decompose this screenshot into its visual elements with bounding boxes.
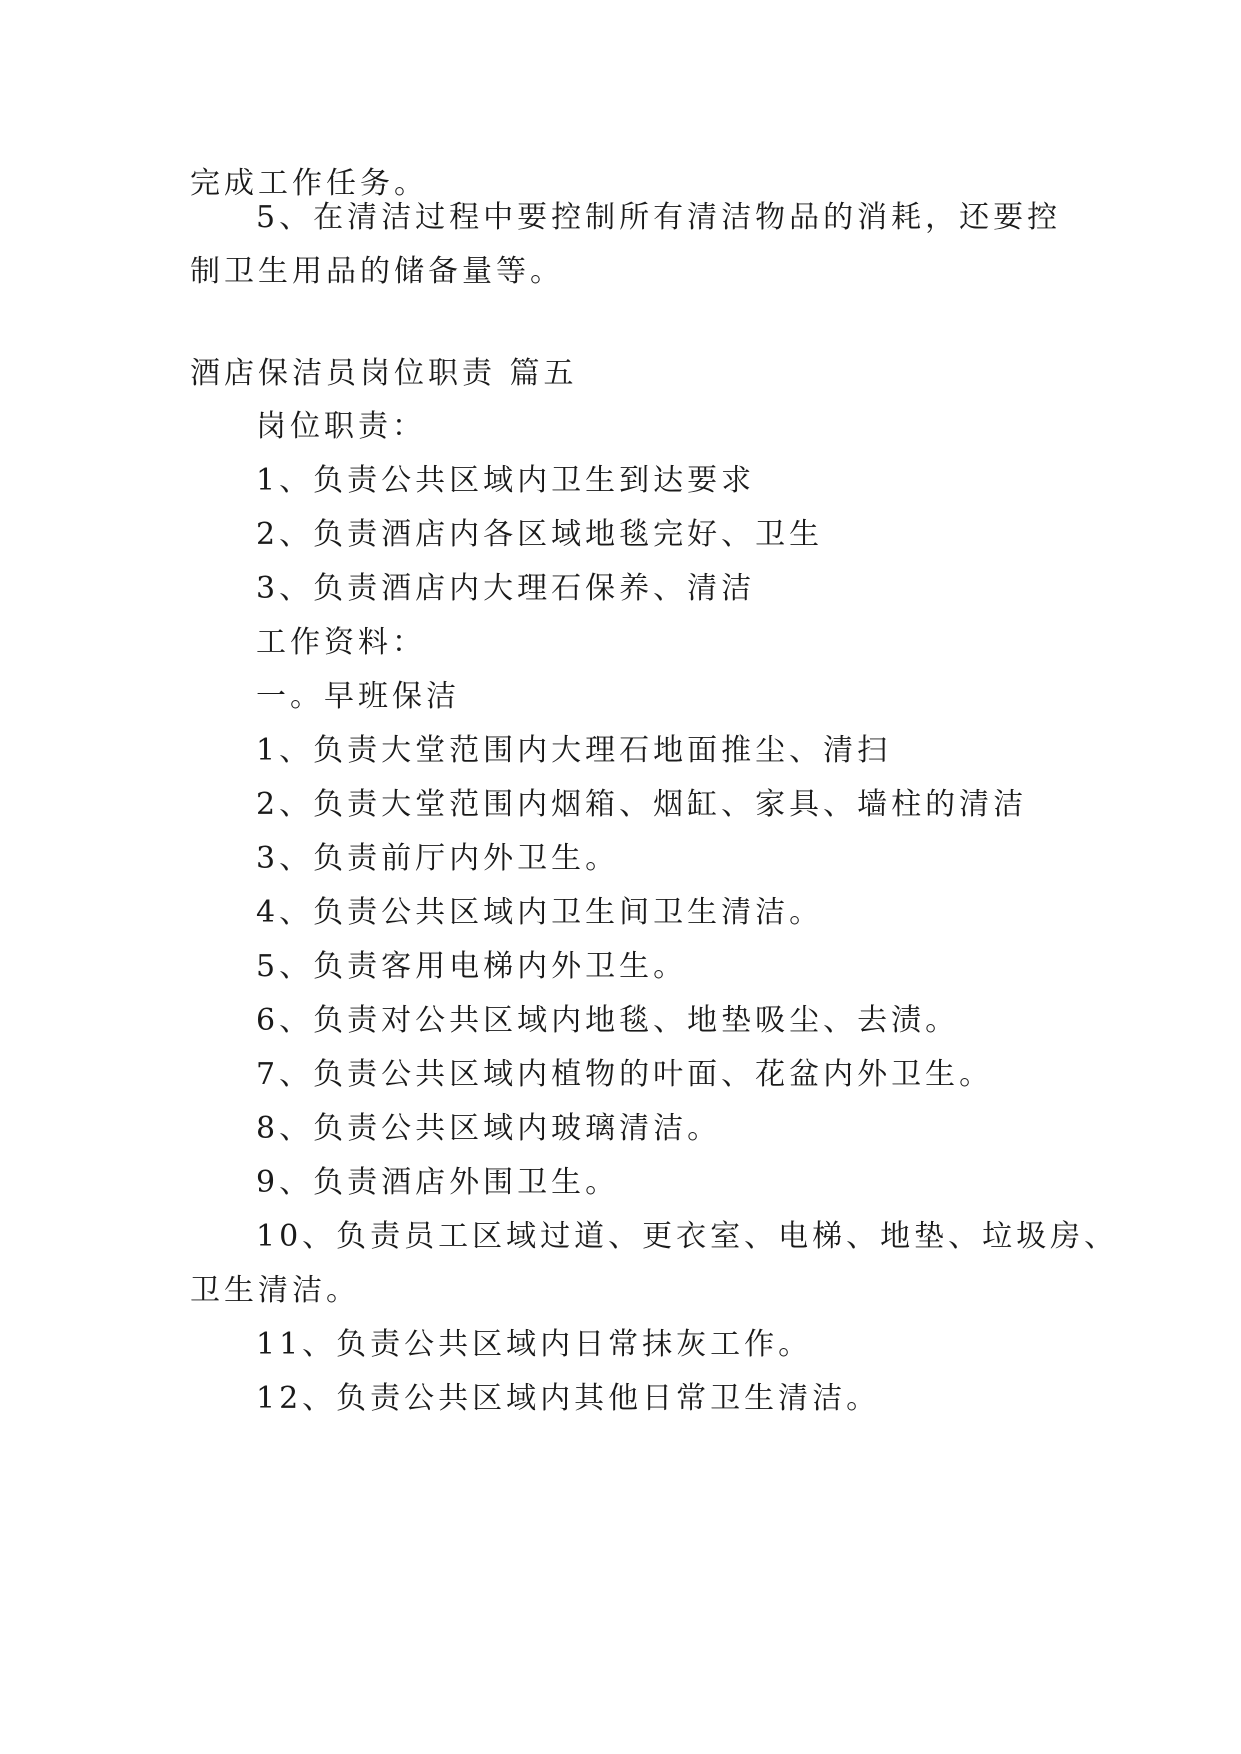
- list-item: 3、负责酒店内大理石保养、清洁: [256, 571, 756, 606]
- list-item: 7、负责公共区域内植物的叶面、花盆内外卫生。: [256, 1057, 994, 1092]
- subsection-heading: 一。早班保洁: [256, 679, 460, 714]
- text-line: 制卫生用品的储备量等。: [190, 254, 564, 289]
- text-line: 卫生清洁。: [190, 1273, 360, 1308]
- text-line: 完成工作任务。: [190, 166, 428, 201]
- list-item: 1、负责公共区域内卫生到达要求: [256, 463, 756, 498]
- text-line: 岗位职责：: [256, 409, 426, 444]
- section-heading: 酒店保洁员岗位职责 篇五: [190, 356, 578, 391]
- list-item: 2、负责酒店内各区域地毯完好、卫生: [256, 517, 824, 552]
- list-item: 11、负责公共区域内日常抹灰工作。: [256, 1327, 813, 1362]
- list-item: 6、负责对公共区域内地毯、地垫吸尘、去渍。: [256, 1003, 960, 1038]
- text-line: 工作资料：: [256, 625, 426, 660]
- list-item: 8、负责公共区域内玻璃清洁。: [256, 1111, 722, 1146]
- list-item: 9、负责酒店外围卫生。: [256, 1165, 620, 1200]
- list-item: 10、负责员工区域过道、更衣室、电梯、地垫、垃圾房、: [256, 1219, 1119, 1254]
- list-item: 12、负责公共区域内其他日常卫生清洁。: [256, 1381, 881, 1416]
- list-item: 5、负责客用电梯内外卫生。: [256, 949, 688, 984]
- list-item: 2、负责大堂范围内烟箱、烟缸、家具、墙柱的清洁: [256, 787, 1028, 822]
- list-item: 4、负责公共区域内卫生间卫生清洁。: [256, 895, 824, 930]
- list-item: 1、负责大堂范围内大理石地面推尘、清扫: [256, 733, 892, 768]
- text-line: 5、在清洁过程中要控制所有清洁物品的消耗，还要控: [256, 200, 1062, 235]
- list-item: 3、负责前厅内外卫生。: [256, 841, 620, 876]
